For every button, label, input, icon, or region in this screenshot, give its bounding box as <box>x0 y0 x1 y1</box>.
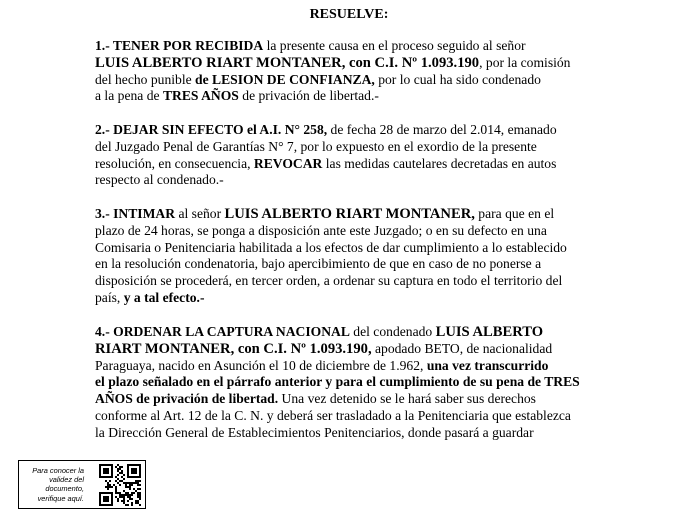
qr-module <box>131 476 133 478</box>
qr-module <box>107 482 109 484</box>
qr-module <box>137 482 139 484</box>
qr-module <box>105 500 107 502</box>
qr-module <box>107 486 109 488</box>
qr-module <box>119 466 121 468</box>
qr-module <box>99 470 101 472</box>
qr-module <box>105 498 107 500</box>
qr-module <box>111 494 113 496</box>
qr-module <box>139 496 141 498</box>
qr-module <box>115 486 117 488</box>
text-run: a la pena de <box>95 88 163 104</box>
verification-line: validez del <box>49 475 84 485</box>
qr-module <box>121 494 123 496</box>
qr-module <box>111 486 113 488</box>
qr-module <box>131 492 133 494</box>
text-run: apodado BETO, de nacionalidad <box>371 340 553 356</box>
text-line <box>95 240 606 257</box>
qr-module <box>105 492 107 494</box>
resolution-item-2 <box>95 122 606 189</box>
bold-text: REVOCAR <box>253 155 323 171</box>
qr-module <box>129 484 131 486</box>
qr-module <box>109 486 111 488</box>
text-run: , por la comisión <box>479 54 571 70</box>
qr-module <box>119 496 121 498</box>
qr-module <box>135 480 137 482</box>
qr-module <box>117 474 119 476</box>
qr-module <box>137 476 139 478</box>
qr-module <box>131 464 133 466</box>
text-run: las medidas cautelares decretadas en autos <box>322 155 557 171</box>
text-run: para que en el <box>474 206 555 221</box>
qr-module <box>107 500 109 502</box>
verification-line: Para conocer la <box>32 466 84 475</box>
qr-module <box>103 504 105 506</box>
qr-module <box>135 500 137 502</box>
qr-module <box>103 470 105 472</box>
qr-module <box>105 496 107 498</box>
text-line <box>95 206 606 223</box>
qr-module <box>99 492 101 494</box>
qr-module <box>125 486 127 488</box>
qr-module <box>123 496 125 498</box>
text-run: en la resolución condenatoria, bajo apercibimiento de que en caso de no ponerse a <box>95 256 542 272</box>
qr-module <box>135 468 137 470</box>
qr-module <box>123 474 125 476</box>
qr-module <box>117 500 119 502</box>
qr-module <box>107 488 109 490</box>
qr-module <box>131 494 133 496</box>
qr-module <box>139 474 141 476</box>
qr-module <box>107 504 109 506</box>
qr-module <box>133 476 135 478</box>
qr-module <box>139 498 141 500</box>
bold-text: de LESION DE CONFIANZA, <box>195 71 375 87</box>
qr-module <box>135 490 137 492</box>
qr-module <box>127 470 129 472</box>
text-run: conforme al Art. 12 de la C. N. y deberá ser trasladado a la Penitenciaria que establezca <box>95 407 571 423</box>
qr-module <box>135 482 137 484</box>
qr-module <box>105 486 107 488</box>
qr-module <box>99 494 101 496</box>
qr-module <box>119 468 121 470</box>
qr-module <box>137 488 139 490</box>
qr-module <box>135 472 137 474</box>
qr-module <box>127 492 129 494</box>
qr-module <box>107 498 109 500</box>
qr-module <box>99 476 101 478</box>
text-run: respecto al condenado.- <box>95 172 224 188</box>
qr-module <box>115 496 117 498</box>
qr-module <box>111 496 113 498</box>
qr-module <box>99 466 101 468</box>
qr-module <box>125 492 127 494</box>
text-line <box>95 156 606 173</box>
text-line <box>95 341 606 358</box>
qr-module <box>127 482 129 484</box>
text-run: Comisaria o Penitenciaria habilitada a los efectos de dar cumplimiento a lo establecido <box>95 239 567 255</box>
qr-module <box>127 464 129 466</box>
text-line <box>95 122 606 139</box>
qr-module <box>135 464 137 466</box>
qr-module <box>99 498 101 500</box>
text-run: la Dirección General de Establecimientos Penitenciarios, donde pasará a guardar <box>95 424 534 440</box>
qr-module <box>117 464 119 466</box>
text-run: de privación de libertad.- <box>238 88 379 104</box>
qr-module <box>139 466 141 468</box>
qr-module <box>131 504 133 506</box>
qr-module <box>139 476 141 478</box>
qr-module <box>129 496 131 498</box>
qr-module <box>111 492 113 494</box>
qr-module <box>99 500 101 502</box>
qr-module <box>121 500 123 502</box>
qr-module <box>129 488 131 490</box>
qr-module <box>109 476 111 478</box>
qr-module <box>123 482 125 484</box>
qr-module <box>133 472 135 474</box>
text-run: disposición se procederá, en tercer orden, a ordenar su captura en todo el territorio del <box>95 273 563 289</box>
text-line <box>95 72 606 89</box>
text-run: país, <box>95 289 124 305</box>
bold-text: 1.- TENER POR RECIBIDA <box>95 38 264 53</box>
text-line <box>95 256 606 273</box>
qr-module <box>137 464 139 466</box>
qr-module <box>137 496 139 498</box>
qr-module <box>125 482 127 484</box>
text-line <box>95 290 606 307</box>
qr-module <box>129 498 131 500</box>
qr-module <box>113 484 115 486</box>
text-line <box>95 391 606 408</box>
qr-module <box>133 482 135 484</box>
qr-module <box>123 494 125 496</box>
verification-line: documento, <box>45 484 84 494</box>
qr-module <box>131 502 133 504</box>
qr-module <box>139 480 141 482</box>
qr-module <box>115 488 117 490</box>
qr-module <box>137 502 139 504</box>
text-run: por lo cual ha sido condenado <box>374 71 541 87</box>
qr-module <box>115 476 117 478</box>
qr-module <box>129 464 131 466</box>
qr-module <box>123 500 125 502</box>
qr-module <box>139 494 141 496</box>
text-line <box>95 55 606 72</box>
qr-module <box>139 492 141 494</box>
qr-module <box>105 470 107 472</box>
text-line <box>95 139 606 156</box>
qr-module <box>135 476 137 478</box>
qr-module <box>103 468 105 470</box>
qr-module <box>125 494 127 496</box>
qr-module <box>127 468 129 470</box>
verification-box <box>18 460 146 509</box>
resolution-item-4 <box>95 324 606 442</box>
text-run: del hecho punible <box>95 71 196 87</box>
qr-module <box>131 482 133 484</box>
text-run: de fecha 28 de marzo del 2.014, emanado <box>327 122 557 137</box>
qr-module <box>109 504 111 506</box>
qr-module <box>127 504 129 506</box>
text-line <box>95 223 606 240</box>
qr-module <box>109 484 111 486</box>
qr-module <box>123 490 125 492</box>
qr-module <box>125 484 127 486</box>
qr-module <box>137 500 139 502</box>
qr-module <box>133 470 135 472</box>
qr-code-icon[interactable] <box>99 464 141 506</box>
qr-module <box>127 472 129 474</box>
qr-module <box>121 496 123 498</box>
qr-module <box>109 480 111 482</box>
bold-text: AÑOS de privación de libertad. <box>95 391 279 407</box>
qr-module <box>139 472 141 474</box>
qr-module <box>105 504 107 506</box>
qr-module <box>111 476 113 478</box>
text-line <box>95 358 606 375</box>
qr-module <box>111 500 113 502</box>
qr-module <box>105 480 107 482</box>
text-line <box>95 172 606 189</box>
text-line <box>95 88 606 105</box>
text-line <box>95 408 606 425</box>
qr-module <box>123 478 125 480</box>
qr-module <box>129 482 131 484</box>
qr-module <box>129 476 131 478</box>
qr-module <box>105 464 107 466</box>
qr-module <box>139 488 141 490</box>
qr-module <box>99 468 101 470</box>
qr-module <box>101 492 103 494</box>
qr-module <box>111 504 113 506</box>
bold-text: 2.- DEJAR SIN EFECTO el A.I. N° 258, <box>95 122 328 137</box>
verification-line: verifique aquí. <box>37 493 84 503</box>
qr-module <box>117 468 119 470</box>
qr-module <box>119 480 121 482</box>
qr-module <box>101 464 103 466</box>
bold-text: 3.- INTIMAR <box>95 206 176 221</box>
qr-module <box>131 484 133 486</box>
qr-module <box>131 498 133 500</box>
qr-module <box>117 470 119 472</box>
qr-module <box>121 480 123 482</box>
qr-module <box>139 470 141 472</box>
qr-module <box>103 472 105 474</box>
qr-module <box>99 502 101 504</box>
text-line <box>95 324 606 341</box>
qr-module <box>133 464 135 466</box>
bold-text: 4.- ORDENAR LA CAPTURA NACIONAL <box>95 324 350 339</box>
qr-module <box>103 496 105 498</box>
bold-text: el plazo señalado en el párrafo anterior y para el cumplimiento de su pena de TRES <box>95 374 580 390</box>
qr-module <box>123 498 125 500</box>
text-run: resolución, en consecuencia, <box>95 155 254 171</box>
text-line <box>95 38 606 55</box>
qr-module <box>115 466 117 468</box>
qr-module <box>99 472 101 474</box>
qr-module <box>117 478 119 480</box>
qr-module <box>107 496 109 498</box>
qr-module <box>111 498 113 500</box>
qr-module <box>117 492 119 494</box>
qr-module <box>139 504 141 506</box>
qr-module <box>131 468 133 470</box>
qr-module <box>117 482 119 484</box>
qr-module <box>125 504 127 506</box>
qr-module <box>137 494 139 496</box>
qr-module <box>139 464 141 466</box>
qr-module <box>127 486 129 488</box>
qr-module <box>103 476 105 478</box>
qr-module <box>107 476 109 478</box>
qr-module <box>139 468 141 470</box>
qr-module <box>127 494 129 496</box>
qr-module <box>121 466 123 468</box>
qr-module <box>107 484 109 486</box>
qr-module <box>111 468 113 470</box>
bold-text: LUIS ALBERTO <box>435 324 544 340</box>
qr-module <box>103 464 105 466</box>
qr-module <box>115 492 117 494</box>
qr-module <box>111 470 113 472</box>
text-run: la presente causa en el proceso seguido al señor <box>263 38 526 53</box>
qr-module <box>111 464 113 466</box>
qr-module <box>137 480 139 482</box>
qr-module <box>127 466 129 468</box>
qr-module <box>109 492 111 494</box>
qr-module <box>101 476 103 478</box>
qr-module <box>99 474 101 476</box>
qr-module <box>123 502 125 504</box>
qr-module <box>117 498 119 500</box>
qr-module <box>127 474 129 476</box>
qr-module <box>133 492 135 494</box>
bold-text: RIART MONTANER, con C.I. Nº 1.093.190, <box>95 340 372 357</box>
text-run: plazo de 24 horas, se ponga a disposición ante este Juzgado; o en su defecto en una <box>95 222 547 238</box>
resolution-item-1 <box>95 38 606 105</box>
qr-module <box>111 474 113 476</box>
qr-module <box>111 472 113 474</box>
qr-module <box>119 492 121 494</box>
qr-module <box>133 488 135 490</box>
qr-module <box>111 466 113 468</box>
qr-module <box>105 476 107 478</box>
qr-module <box>119 472 121 474</box>
qr-module <box>137 484 139 486</box>
qr-module <box>121 472 123 474</box>
qr-module <box>103 498 105 500</box>
qr-module <box>115 490 117 492</box>
qr-module <box>129 494 131 496</box>
qr-module <box>107 464 109 466</box>
text-run: Paraguaya, nacido en Asunción el 10 de diciembre de 1.962, <box>95 357 427 373</box>
qr-module <box>103 500 105 502</box>
qr-module <box>111 502 113 504</box>
qr-module <box>101 504 103 506</box>
qr-module <box>131 472 133 474</box>
qr-module <box>107 492 109 494</box>
resolution-heading: RESUELVE: <box>309 7 389 22</box>
qr-module <box>127 496 129 498</box>
bold-text: TRES AÑOS <box>162 88 239 104</box>
text-run: del Juzgado Penal de Garantías N° 7, por lo expuesto en el exordio de la presente <box>95 138 537 154</box>
qr-module <box>121 476 123 478</box>
qr-module <box>107 470 109 472</box>
qr-module <box>107 468 109 470</box>
qr-module <box>119 484 121 486</box>
qr-module <box>135 470 137 472</box>
bold-text: una vez transcurrido <box>426 357 549 373</box>
text-run: Una vez detenido se le hará saber sus derechos <box>278 391 536 407</box>
qr-module <box>109 464 111 466</box>
qr-module <box>121 470 123 472</box>
qr-module <box>99 464 101 466</box>
text-line <box>95 273 606 290</box>
text-line <box>95 425 606 442</box>
qr-module <box>103 492 105 494</box>
qr-module <box>99 496 101 498</box>
bold-text: y a tal efecto.- <box>123 289 205 305</box>
qr-module <box>129 486 131 488</box>
qr-module <box>107 472 109 474</box>
qr-module <box>105 468 107 470</box>
qr-module <box>135 502 137 504</box>
bold-text: LUIS ALBERTO RIART MONTANER, <box>224 206 475 222</box>
qr-module <box>99 504 101 506</box>
qr-module <box>139 484 141 486</box>
text-run: del condenado <box>349 324 436 339</box>
text-run: al señor <box>175 206 225 221</box>
qr-module <box>133 468 135 470</box>
resolution-item-3 <box>95 206 606 307</box>
bold-text: LUIS ALBERTO RIART MONTANER, con C.I. Nº 1.093.190 <box>95 54 480 71</box>
qr-module <box>127 476 129 478</box>
text-line <box>95 374 606 391</box>
qr-module <box>131 470 133 472</box>
qr-module <box>137 492 139 494</box>
qr-module <box>105 472 107 474</box>
qr-module <box>115 480 117 482</box>
qr-module <box>127 500 129 502</box>
qr-module <box>119 494 121 496</box>
verification-text <box>22 466 84 503</box>
